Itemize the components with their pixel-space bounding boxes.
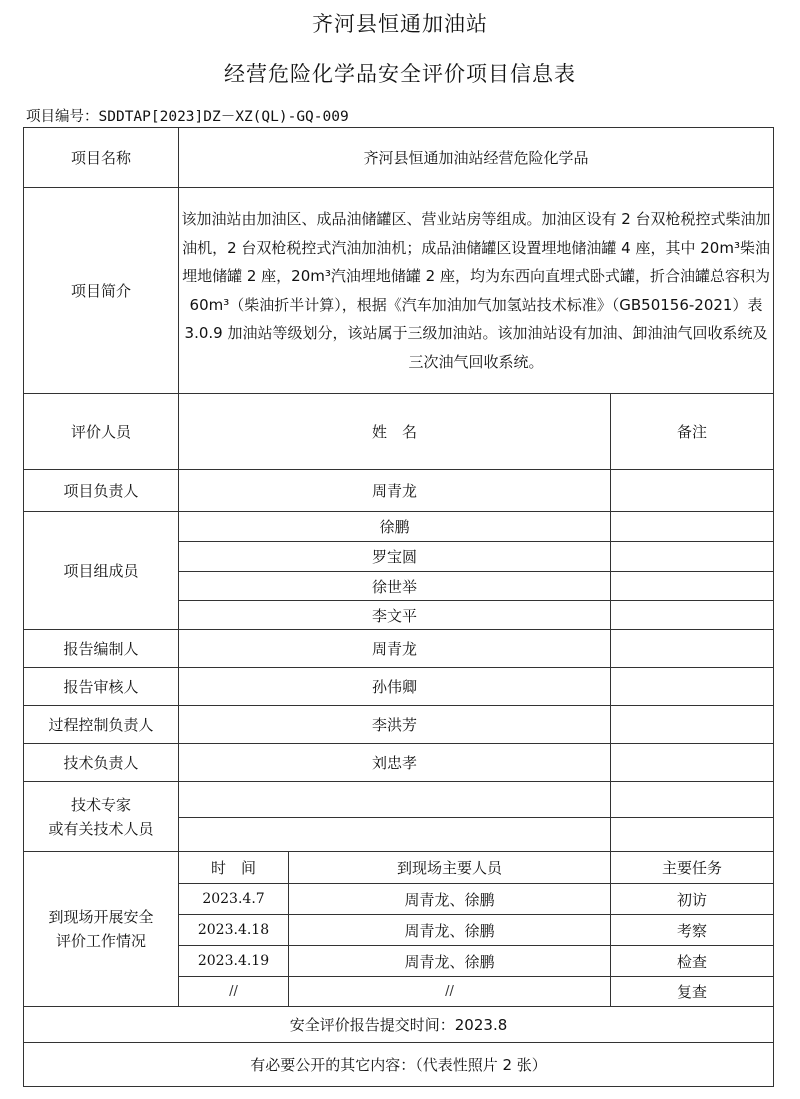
reviewer-row	[24, 668, 774, 706]
writer-row	[24, 630, 774, 668]
expert-row	[24, 782, 774, 818]
writer-label: 报告编制人	[24, 630, 179, 668]
header-role: 评价人员	[24, 394, 179, 470]
site-date: 2023.4.18	[179, 915, 289, 946]
expert-label-line2: 或有关技术人员	[48, 819, 154, 838]
members-label: 项目组成员	[24, 512, 179, 630]
expert-remark	[611, 818, 774, 852]
personnel-header-row	[24, 394, 774, 470]
submit-time: 安全评价报告提交时间：2023.8	[24, 1007, 774, 1043]
leader-name: 周青龙	[179, 470, 611, 512]
process-label: 过程控制负责人	[24, 706, 179, 744]
project-number: 项目编号：SDDTAP[2023]DZ－XZ(QL)-GQ-009	[26, 109, 349, 125]
expert-label-line1: 技术专家	[70, 795, 131, 814]
expert-name	[179, 782, 611, 818]
writer-name: 周青龙	[179, 630, 611, 668]
member-name: 徐世举	[179, 572, 611, 601]
expert-remark	[611, 782, 774, 818]
project-intro-row	[24, 188, 774, 394]
member-name: 罗宝圆	[179, 542, 611, 572]
site-people: 周青龙、徐鹏	[289, 884, 611, 915]
site-work-label-line2: 评价工作情况	[55, 932, 146, 950]
project-intro-value: 该加油站由加油区、成品油储罐区、营业站房等组成。加油区设有 2 台双枪税控式柴油加油机，2 台双枪税控式汽油加油机；成品油储罐区设置埋地储油罐 4 座，其中 20m³柴油埋地储罐 2 座，20m³汽油埋地储罐 2 座，均为东西向直埋式卧式罐，折合油罐总容积为 60m³（柴油折半计算），根据《汽车加油加气加氢站技术标准》（GB50156-2021）表 3.0.9 加油站等级划分，该站属于三级加油站。该加油站设有加油、卸油油气回收系统及三次油气回收系统。	[179, 188, 774, 394]
document-title: 齐河县恒通加油站	[312, 12, 488, 36]
leader-remark	[611, 470, 774, 512]
project-name-row	[24, 128, 774, 188]
other-content: 有必要公开的其它内容：（代表性照片 2 张）	[24, 1043, 774, 1087]
project-info-table	[23, 127, 774, 1087]
member-remark	[611, 601, 774, 630]
site-people: //	[289, 977, 611, 1007]
tech-remark	[611, 744, 774, 782]
document-subtitle: 经营危险化学品安全评价项目信息表	[224, 62, 576, 86]
submit-time-row	[24, 1007, 774, 1043]
site-date: //	[179, 977, 289, 1007]
process-name: 李洪芳	[179, 706, 611, 744]
member-name: 李文平	[179, 601, 611, 630]
site-header-row	[24, 852, 774, 884]
site-people: 周青龙、徐鹏	[289, 915, 611, 946]
other-content-row	[24, 1043, 774, 1087]
member-remark	[611, 542, 774, 572]
expert-label	[24, 782, 179, 852]
project-name-value: 齐河县恒通加油站经营危险化学品	[179, 128, 774, 188]
site-work-label	[24, 852, 179, 1007]
site-task: 检查	[611, 946, 774, 977]
tech-label: 技术负责人	[24, 744, 179, 782]
member-remark	[611, 512, 774, 542]
site-date: 2023.4.19	[179, 946, 289, 977]
member-remark	[611, 572, 774, 601]
header-name: 姓 名	[179, 394, 611, 470]
header-remark: 备注	[611, 394, 774, 470]
site-task: 复查	[611, 977, 774, 1007]
reviewer-name: 孙伟卿	[179, 668, 611, 706]
site-date: 2023.4.7	[179, 884, 289, 915]
project-intro-label: 项目简介	[24, 188, 179, 394]
expert-name	[179, 818, 611, 852]
tech-row	[24, 744, 774, 782]
header-task: 主要任务	[611, 852, 774, 884]
leader-row	[24, 470, 774, 512]
header-time: 时 间	[179, 852, 289, 884]
header-people: 到现场主要人员	[289, 852, 611, 884]
writer-remark	[611, 630, 774, 668]
reviewer-remark	[611, 668, 774, 706]
site-work-label-line1: 到现场开展安全	[48, 908, 154, 926]
process-remark	[611, 706, 774, 744]
reviewer-label: 报告审核人	[24, 668, 179, 706]
site-task: 考察	[611, 915, 774, 946]
site-people: 周青龙、徐鹏	[289, 946, 611, 977]
member-name: 徐鹏	[179, 512, 611, 542]
process-row	[24, 706, 774, 744]
member-row	[24, 512, 774, 542]
tech-name: 刘忠孝	[179, 744, 611, 782]
site-task: 初访	[611, 884, 774, 915]
leader-label: 项目负责人	[24, 470, 179, 512]
project-name-label: 项目名称	[24, 128, 179, 188]
